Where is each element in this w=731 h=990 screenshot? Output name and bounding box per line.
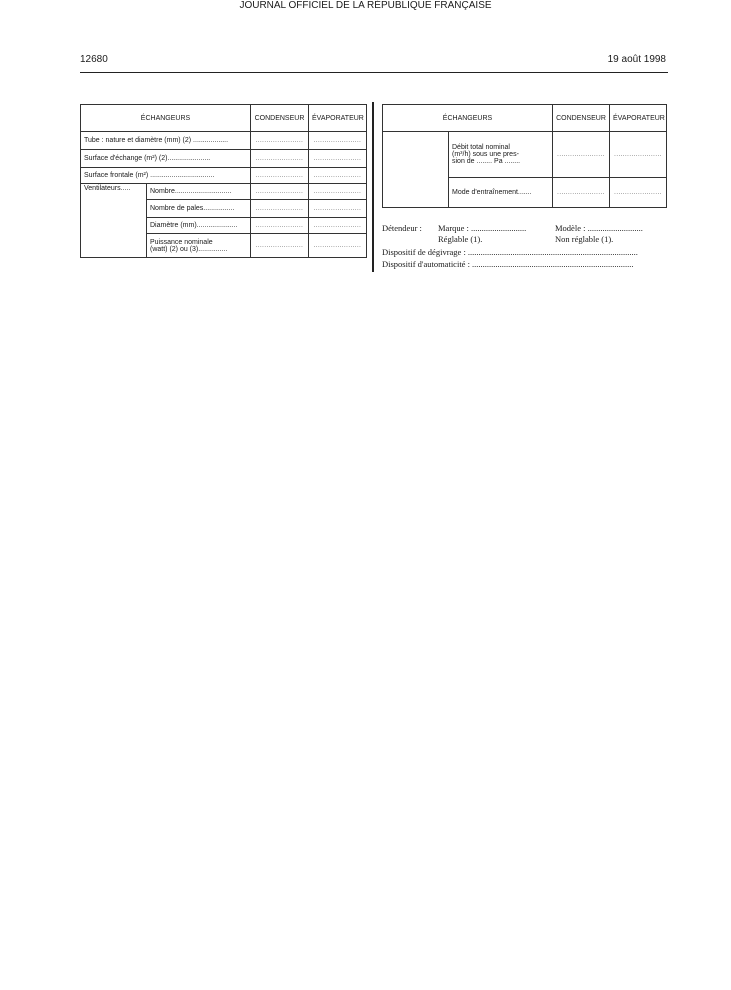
debit-line-2: (m³/h) sous une pres- <box>452 151 519 158</box>
detendeur-label: Détendeur : <box>382 223 422 233</box>
detendeur-non-reglable: Non réglable (1). <box>555 234 614 244</box>
col-header-condenseur: CONDENSEUR <box>251 105 309 132</box>
cell-condenseur-diametre: ...................... <box>251 218 309 234</box>
puissance-line-2: (watt) (2) ou (3)............... <box>150 245 228 253</box>
dispositif-automaticite: Dispositif d'automaticité : ............................................................................ <box>382 259 634 269</box>
cell-evaporateur-debit: ...................... <box>610 132 667 178</box>
cell-condenseur-surface-frontale: ...................... <box>251 168 309 184</box>
puissance-line-1: Puissance nominale <box>150 238 213 246</box>
page-number: 12680 <box>80 54 108 65</box>
issue-date: 19 août 1998 <box>607 54 666 65</box>
row-label-tube: Tube : nature et diamètre (mm) (2) .................. <box>81 132 251 150</box>
right-blank-cell <box>383 132 449 208</box>
row-label-surface-echange: Surface d'échange (m²) (2)...................... <box>81 150 251 168</box>
col-header-echangeurs-right: ÉCHANGEURS <box>383 105 553 132</box>
cell-evaporateur-nombre-pales: ...................... <box>309 200 367 218</box>
row-label-mode: Mode d'entraînement....... <box>449 178 553 208</box>
exchangers-table-right <box>382 104 667 208</box>
cell-condenseur-surface-echange: ...................... <box>251 150 309 168</box>
col-header-evaporateur-right: ÉVAPORATEUR <box>610 105 667 132</box>
debit-line-3: sion de ........ Pa ........ <box>452 158 521 165</box>
debit-line-1: Débit total nominal <box>452 144 510 151</box>
cell-evaporateur-diametre: ...................... <box>309 218 367 234</box>
header-rule <box>80 72 668 73</box>
detendeur-reglable: Réglable (1). <box>438 234 483 244</box>
row-label-puissance <box>147 234 251 258</box>
detendeur-modele: Modèle : .......................... <box>555 223 643 233</box>
cell-evaporateur-nombre: ...................... <box>309 184 367 200</box>
cell-evaporateur-surface-echange: ...................... <box>309 150 367 168</box>
cell-condenseur-debit: ...................... <box>553 132 610 178</box>
row-label-surface-frontale: Surface frontale (m²) ................................. <box>81 168 251 184</box>
cell-condenseur-nombre: ...................... <box>251 184 309 200</box>
cell-evaporateur-puissance: ...................... <box>309 234 367 258</box>
journal-title: JOURNAL OFFICIEL DE LA RÉPUBLIQUE FRANÇAISE <box>239 0 492 11</box>
col-header-evaporateur: ÉVAPORATEUR <box>309 105 367 132</box>
cell-evaporateur-mode: ...................... <box>610 178 667 208</box>
row-label-ventilateurs: Ventilateurs..... <box>81 184 147 258</box>
row-label-debit <box>449 132 553 178</box>
dispositif-degivrage: Dispositif de dégivrage : ................................................................................ <box>382 247 638 257</box>
row-label-nombre: Nombre............................. <box>147 184 251 200</box>
column-divider <box>372 102 374 272</box>
cell-evaporateur-tube: ...................... <box>309 132 367 150</box>
row-label-diametre: Diamètre (mm)..................... <box>147 218 251 234</box>
detendeur-marque: Marque : .......................... <box>438 223 527 233</box>
cell-evaporateur-surface-frontale: ...................... <box>309 168 367 184</box>
cell-condenseur-mode: ...................... <box>553 178 610 208</box>
cell-condenseur-tube: ...................... <box>251 132 309 150</box>
row-label-nombre-pales: Nombre de pales................ <box>147 200 251 218</box>
cell-condenseur-nombre-pales: ...................... <box>251 200 309 218</box>
cell-condenseur-puissance: ...................... <box>251 234 309 258</box>
exchangers-table-left <box>80 104 367 258</box>
col-header-condenseur-right: CONDENSEUR <box>553 105 610 132</box>
col-header-echangeurs: ÉCHANGEURS <box>81 105 251 132</box>
